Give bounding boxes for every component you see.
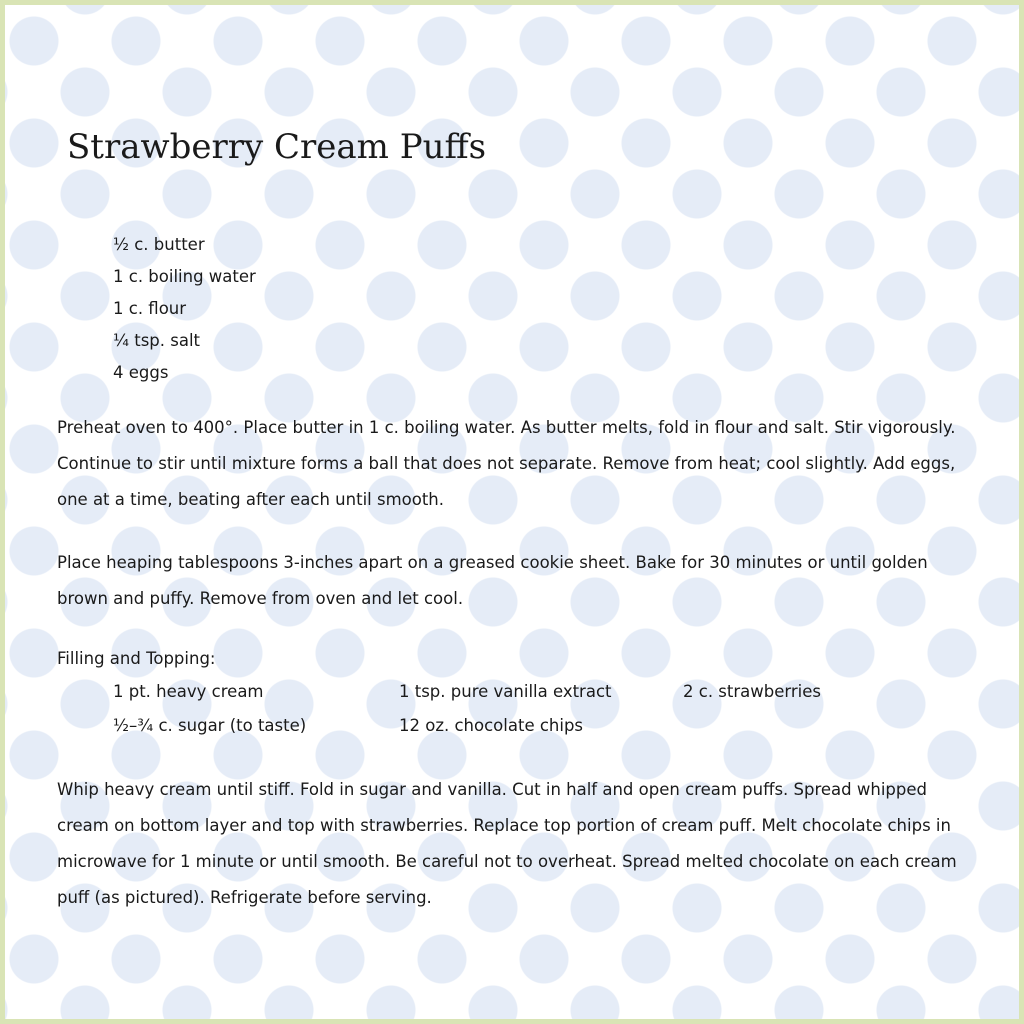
instruction-paragraph: Whip heavy cream until stiff. Fold in sugar and vanilla. Cut in half and open cream puffs. Spread whipped cream on bottom layer and top with strawberries. Replace top portion of cream puff. Melt chocolate chips in microwave for 1 minute or until smooth. Be careful not to overheat. Spread melted chocolate on each cream puff (as pictured). Refrigerate before serving. — [57, 780, 957, 907]
filling-heading: Filling and Topping: — [57, 649, 216, 668]
filling-ingredient-item: 1 pt. heavy cream — [113, 682, 264, 701]
ingredient-item: 1 c. boiling water — [113, 267, 256, 286]
filling-ingredient-item: 1 tsp. pure vanilla extract — [399, 682, 612, 701]
ingredient-item: ½ c. butter — [113, 235, 205, 254]
filling-ingredient-item: ½–¾ c. sugar (to taste) — [113, 716, 307, 735]
ingredient-item: 1 c. flour — [113, 299, 187, 318]
recipe-title: Strawberry Cream Puffs — [67, 127, 487, 167]
ingredient-list — [113, 229, 256, 389]
filling-ingredient-list — [113, 675, 913, 743]
ingredient-item: 4 eggs — [113, 363, 169, 382]
ingredient-item: ¼ tsp. salt — [113, 331, 201, 350]
filling-ingredient-item: 12 oz. chocolate chips — [399, 716, 584, 735]
instruction-paragraph: Place heaping tablespoons 3-inches apart on a greased cookie sheet. Bake for 30 minutes or until golden brown and puffy. Remove from oven and let cool. — [57, 553, 928, 608]
filling-ingredient-item: 2 c. strawberries — [683, 682, 821, 701]
instruction-paragraph: Preheat oven to 400°. Place butter in 1 c. boiling water. As butter melts, fold in flour and salt. Stir vigorously. Continue to stir until mixture forms a ball that does not separate. Remove from heat; cool slightly. Add eggs, one at a time, beating after each until smooth. — [57, 418, 956, 509]
